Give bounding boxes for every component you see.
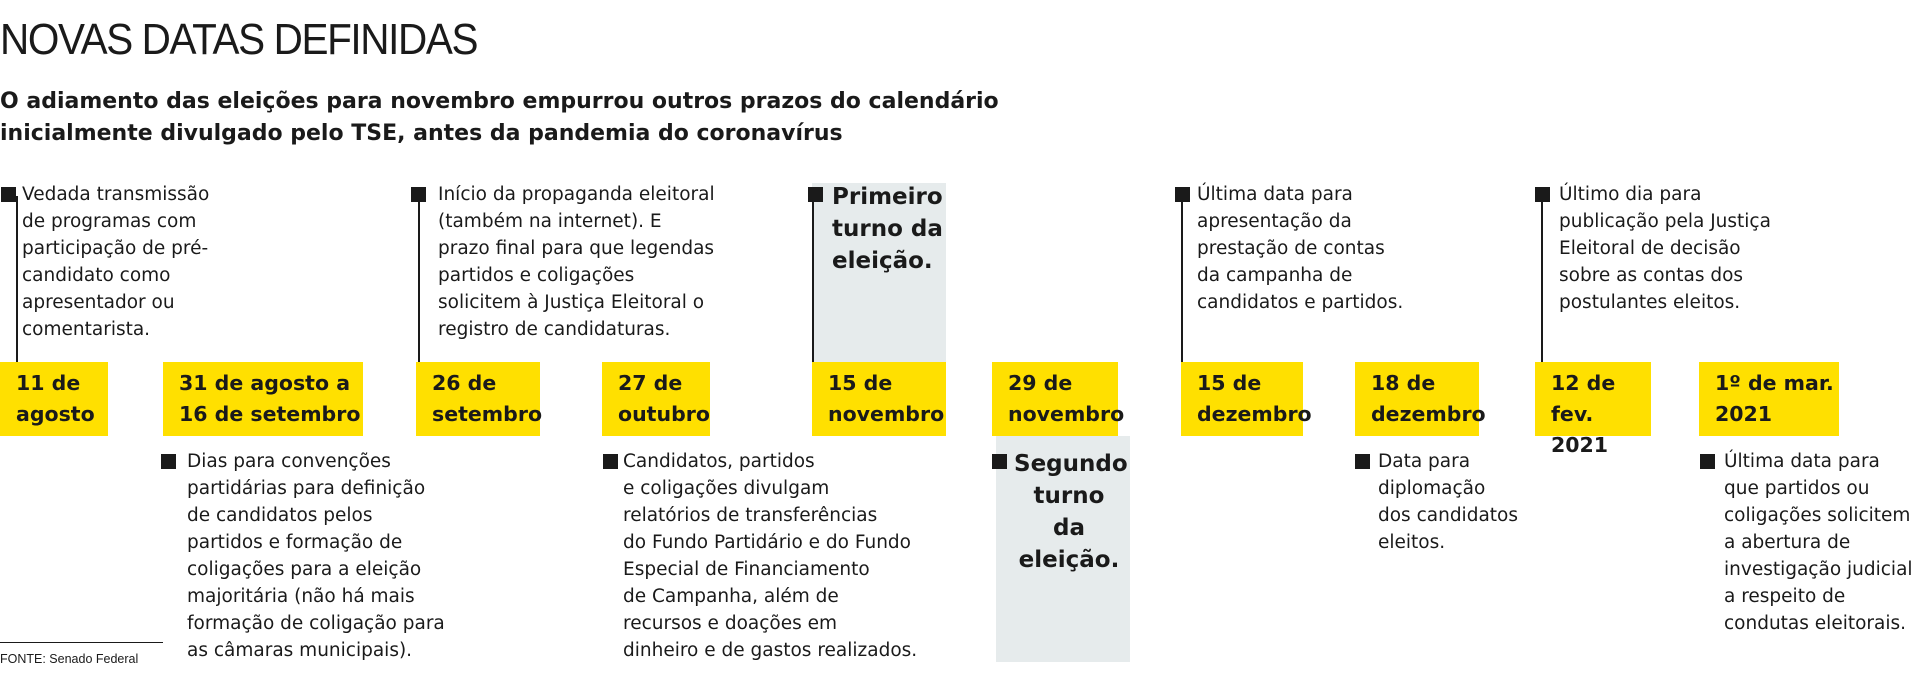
marker-square [992,454,1007,469]
note-aug-31-sep-16: Dias para convenções partidárias para definição de candidatos pelos partidos e formação de coligações para a eleição majoritária (não há mais formação de coligação para as câmaras municipais). [187,451,445,661]
page-title: NOVAS DATAS DEFINIDAS [0,15,478,64]
date-aug-11: 11 de agosto [0,362,108,436]
connector-line-feb-12 [1541,196,1543,362]
note-oct-27: Candidatos, partidos e coligações divulgam relatórios de transferências do Fundo Partidário e do Fundo Especial de Financiamento de Campanha, além de recursos e doações em dinheiro e de gastos realizados. [623,451,918,661]
marker-square [808,187,823,202]
connector-line-dec-15 [1181,196,1183,362]
marker-square [1355,454,1370,469]
marker-square [1,187,16,202]
marker-square [603,454,618,469]
marker-square [1175,187,1190,202]
page-subtitle: O adiamento das eleições para novembro empurrou outros prazos do calendário inicialmente divulgado pelo TSE, antes da pandemia do coronavírus [0,89,999,146]
first-round-label: Primeiro turno da eleição. [832,184,943,274]
date-dec-18: 18 de dezembro [1355,362,1479,436]
date-mar-1-2021: 1º de mar. 2021 [1699,362,1839,436]
marker-square [1535,187,1550,202]
note-dec-18: Data para diplomação dos candidatos eleitos. [1378,451,1518,553]
note-sep-26: Início da propaganda eleitoral (também na internet). E prazo final para que legendas partidos e coligações solicitem à Justiça Eleitoral o registro de candidaturas. [438,184,715,340]
marker-square [1700,454,1715,469]
date-oct-27: 27 de outubro [602,362,710,436]
marker-square [161,454,176,469]
note-aug-11: Vedada transmissão de programas com participação de pré- candidato como apresentador ou comentarista. [22,184,210,340]
connector-line-nov-15 [812,196,814,362]
date-aug-31-sep-16: 31 de agosto a 16 de setembro [163,362,363,436]
second-round-label: Segundo turno da eleição. [1014,451,1128,573]
note-feb-12: Último dia para publicação pela Justiça Eleitoral de decisão sobre as contas dos postulantes eleitos. [1559,184,1771,313]
date-nov-15: 15 de novembro [812,362,946,436]
note-dec-15: Última data para apresentação da prestação de contas da campanha de candidatos e partidos. [1197,184,1404,313]
marker-square [411,187,426,202]
date-sep-26: 26 de setembro [416,362,540,436]
date-feb-12-2021: 12 de fev. 2021 [1535,362,1651,436]
date-dec-15: 15 de dezembro [1181,362,1303,436]
source-divider [0,642,163,643]
connector-line-aug-11 [16,196,18,362]
connector-line-sep-26 [418,196,420,362]
source-credit: FONTE: Senado Federal [0,652,139,666]
note-mar-1-2021: Última data para que partidos ou coligações solicitem a abertura de investigação judicial a respeito de condutas eleitorais. [1724,451,1913,634]
date-nov-29: 29 de novembro [992,362,1118,436]
